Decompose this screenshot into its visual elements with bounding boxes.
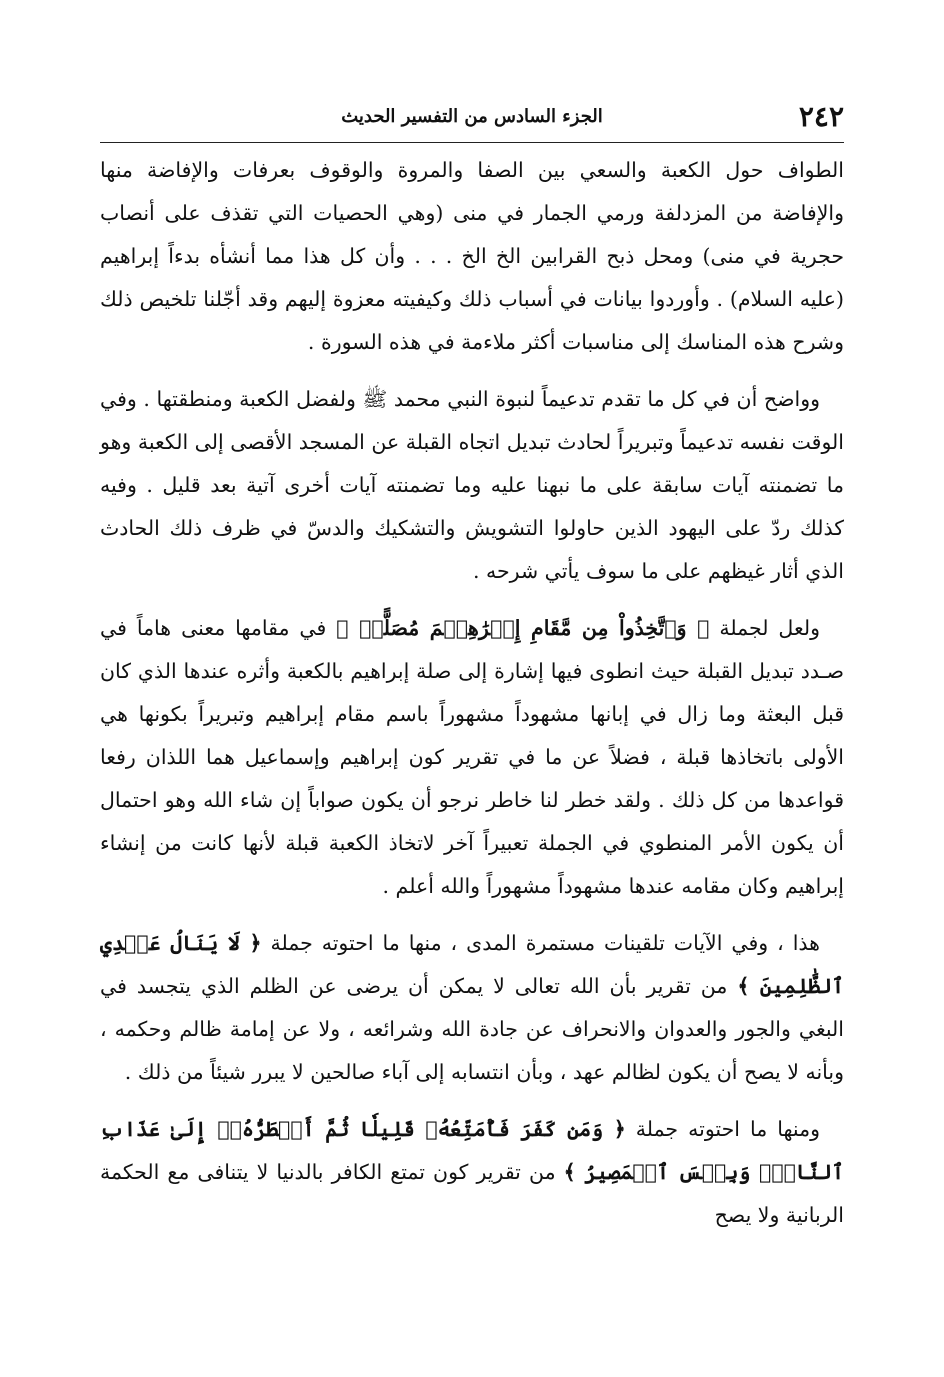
paragraph-4: [100, 922, 844, 1094]
book-page: [100, 92, 844, 1237]
page-header: [100, 92, 844, 143]
quran-verse-quote: ﴿ وَٱتَّخِذُواْ مِن مَّقَامِ إِبۡرَٰهِـۧمَ مُصَلًّىۖ ﴾: [336, 616, 710, 640]
paragraph-text: الطواف حول الكعبة والسعي بين الصفا والمروة والوقوف بعرفات والإفاضة منها والإفاضة من المزدلفة ورمي الجمار في منى (وهي الحصيات التي تقذف على أنصاب حجرية في منى) ومحل ذبح القرابين الخ الخ . . . وأن كل هذا مما أنشأه بدءاً إبراهيم (عليه السلام) . وأوردوا بيانات في أسباب ذلك وكيفيته معزوة إليهم وقد أجّلنا تلخيص ذلك وشرح هذه المناسك إلى مناسبات أكثر ملاءمة في هذه السورة .: [100, 158, 844, 354]
paragraph-text: وواضح أن في كل ما تقدم تدعيماً لنبوة النبي محمد ﷺ ولفضل الكعبة ومنطقتها . وفي الوقت نفسه تدعيماً وتبريراً لحادث تبديل اتجاه القبلة عن المسجد الأقصى إلى الكعبة وهو ما تضمنته آيات سابقة على ما نبهنا عليه وما تضمنته آيات أخرى آتية بعد قليل . وفيه كذلك ردّ على اليهود الذين حاولوا التشويش والتشكيك والدسّ في ظرف ذلك الحادث الذي أثار غيظهم على ما سوف يأتي شرحه .: [100, 387, 844, 583]
page-number: ٢٤٢: [798, 100, 844, 133]
paragraph-text: من تقرير بأن الله تعالى لا يمكن أن يرضى عن الظلم الذي يتجسد في البغي والجور والعدوان والانحراف عن جادة الله وشرائعه ، ولا عن إمامة ظالم وحكمه ، وبأنه لا يصح أن يكون لظالم عهد ، وبأن انتسابه إلى آباء صالحين لا يبرر شيئاً من ذلك .: [100, 974, 844, 1084]
page-body: [100, 143, 844, 1237]
paragraph-1: [100, 149, 844, 364]
paragraph-5: [100, 1108, 844, 1237]
paragraph-text: في مقامها معنى هاماً في صـدد تبديل القبلة حيث انطوى فيها إشارة إلى صلة إبراهيم بالكعبة وأثره عندها الذي كان قبل البعثة وما زال في إبانها مشهوداً مشهوراً باسم مقام إبراهيم وتبريراً بكونها هي الأولى باتخاذها قبلة ، فضلاً عن ما في تقرير كون إبراهيم وإسماعيل هما اللذان رفعا قواعدها من كل ذلك . ولقد خطر لنا خاطر نرجو أن يكون صواباً إن شاء الله وهو احتمال أن يكون الأمر المنطوي في الجملة تعبيراً آخر لاتخاذ الكعبة قبلة لأنها كانت من إنشاء إبراهيم وكان مقامه عندها مشهوداً مشهوراً والله أعلم .: [100, 616, 844, 898]
quran-verse-quote: ﴿ وَمَن كَفَرَ فَأُمَتِّعُهُۥ قَلِيلٗا ثُمَّ أَضۡطَرُّهُۥٓ إِلَىٰ عَذَابِ ٱلنَّارِۖ وَبِئۡسَ ٱلۡمَصِيرُ ﴾: [100, 1117, 844, 1184]
paragraph-text: ومنها ما احتوته جملة: [625, 1117, 820, 1141]
paragraph-text: هذا ، وفي الآيات تلقينات مستمرة المدى ، منها ما احتوته جملة: [261, 931, 820, 955]
paragraph-text: من تقرير كون تمتع الكافر بالدنيا لا يتنافى مع الحكمة الربانية ولا يصح: [100, 1160, 844, 1227]
paragraph-2: [100, 378, 844, 593]
quran-verse-quote: ﴿ لَا يَنَالُ عَهۡدِي ٱلظَّٰلِمِينَ ﴾: [100, 931, 844, 998]
paragraph-3: [100, 607, 844, 908]
paragraph-text: ولعل لجملة: [709, 616, 820, 640]
running-title: الجزء السادس من التفسير الحديث: [341, 106, 603, 127]
